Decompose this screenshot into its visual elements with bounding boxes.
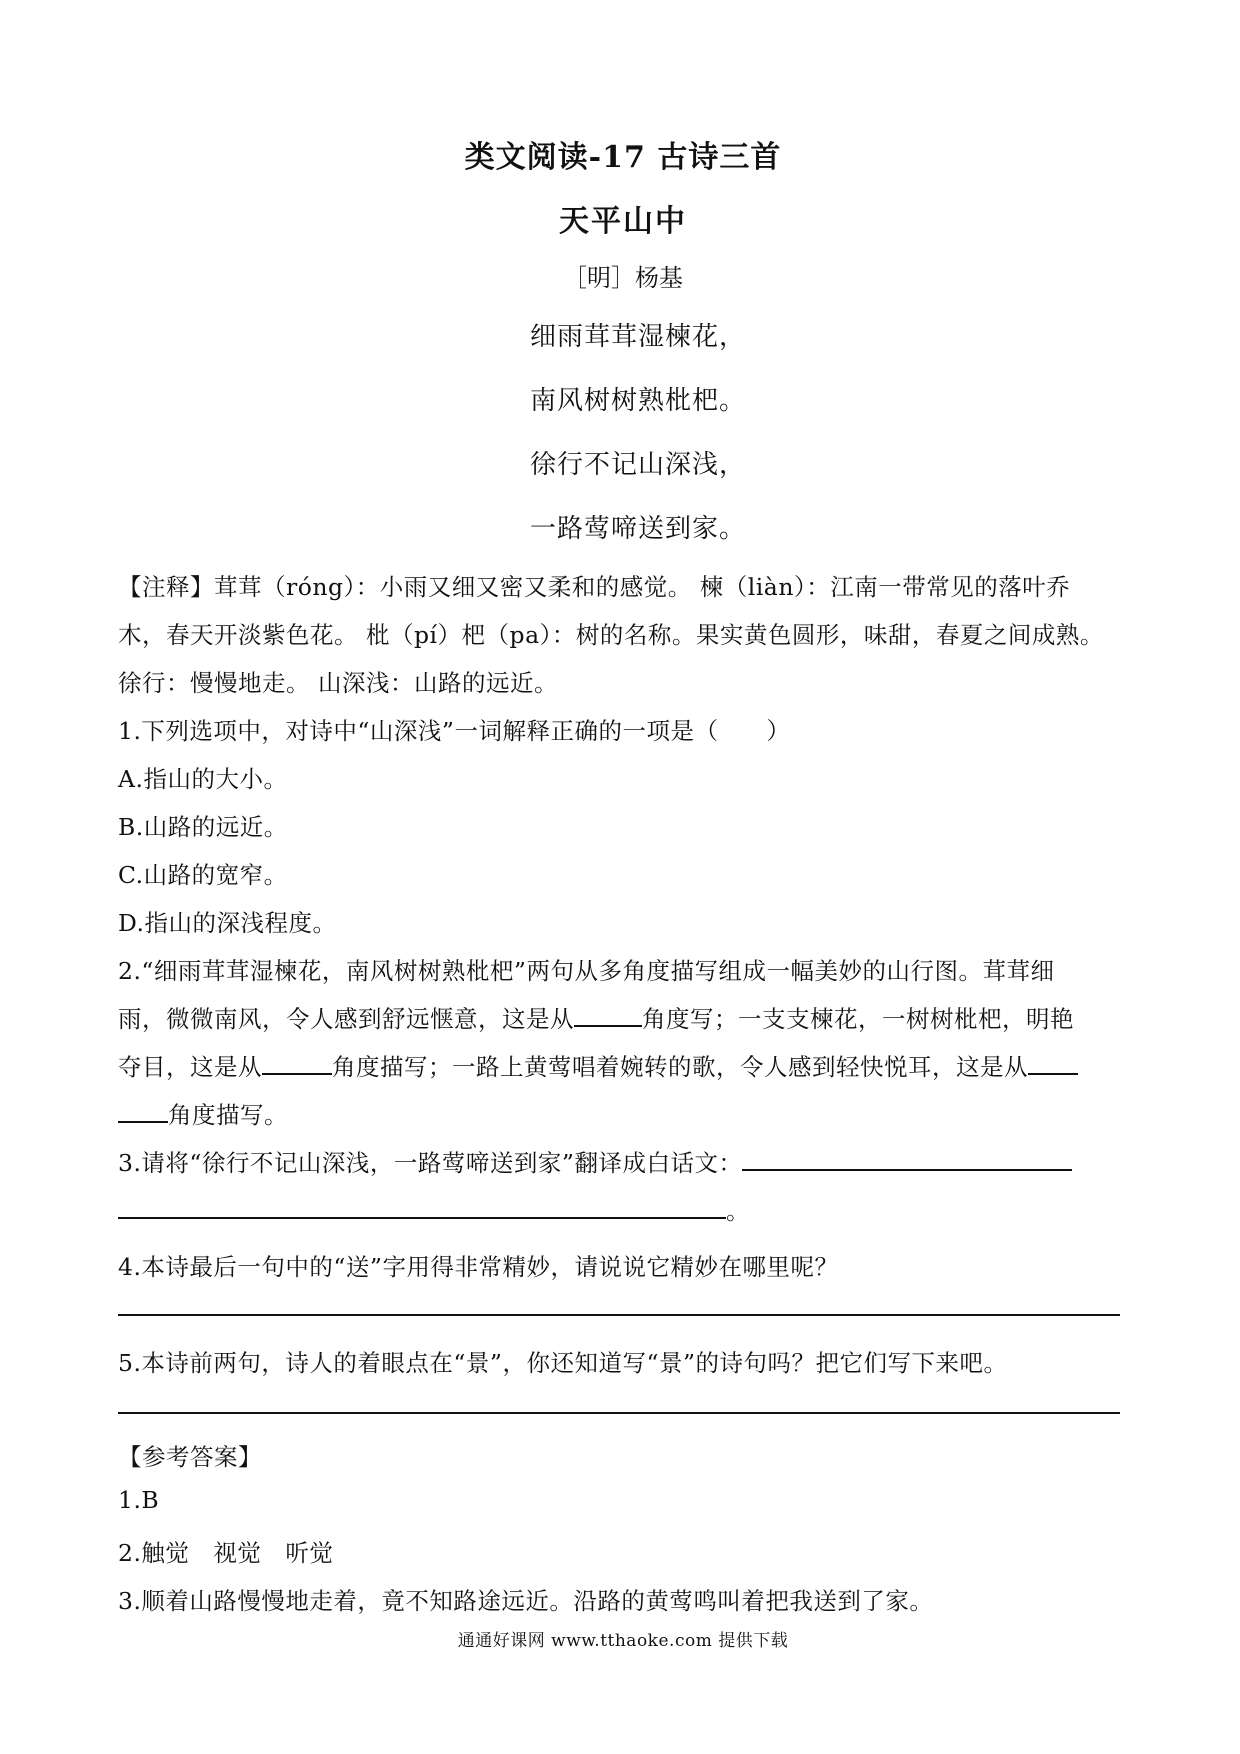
question-5-stem: 5.本诗前两句，诗人的着眼点在“景”，你还知道写“景”的诗句吗？把它们写下来吧。 [118,1349,1008,1377]
question-3-line-2 [118,1192,750,1226]
question-2-text: 角度描写。 [168,1101,288,1129]
question-2-text: 角度描写；一路上黄莺唱着婉转的歌，令人感到轻快悦耳，这是从 [332,1053,1028,1081]
answer-line-q4[interactable] [118,1314,1120,1316]
question-1-option-c: C.山路的宽窄。 [118,861,288,889]
answer-blank-3-continued[interactable] [118,1101,168,1123]
question-1-option-d: D.指山的深浅程度。 [118,909,337,937]
answers-heading: 【参考答案】 [118,1443,262,1471]
answer-blank-2[interactable] [262,1053,332,1075]
answer-line-q5[interactable] [118,1412,1120,1414]
page-title: 类文阅读-17 古诗三首 [464,140,782,175]
poem-title: 天平山中 [559,204,687,239]
poem-line-3: 徐行不记山深浅， [530,450,747,480]
question-3-end: 。 [726,1197,750,1225]
question-2-line-2 [118,1000,1074,1034]
question-2-text: 夺目，这是从 [118,1053,262,1081]
answer-1: 1.B [118,1486,160,1514]
poem-line-4: 一路莺啼送到家。 [530,514,747,544]
question-2-text: 雨，微微南风，令人感到舒远惬意，这是从 [118,1005,574,1033]
poem-line-1: 细雨茸茸湿楝花， [530,322,747,352]
question-2-line-1: 2.“细雨茸茸湿楝花，南风树树熟枇杷”两句从多角度描写组成一幅美妙的山行图。茸茸细 [118,957,1055,985]
question-1-option-a: A.指山的大小。 [118,765,288,793]
answer-2: 2.触觉 视觉 听觉 [118,1539,334,1567]
answer-line-q3-b[interactable] [118,1197,726,1219]
answer-blank-1[interactable] [574,1005,642,1027]
annotation-line-3: 徐行：慢慢地走。 山深浅：山路的远近。 [118,669,558,697]
answer-line-q3-a[interactable] [742,1149,1072,1171]
question-1-stem: 1.下列选项中，对诗中“山深浅”一词解释正确的一项是（ ） [118,717,791,745]
poem-line-2: 南风树树熟枇杷。 [530,386,747,416]
footer-text: 通通好课网 www.tthaoke.com 提供下载 [457,1631,789,1651]
annotation-line-2: 木，春天开淡紫色花。 枇（pí）杷（pa）：树的名称。果实黄色圆形，味甜，春夏之间成熟。 [118,621,1104,649]
poem-author: ［明］杨基 [563,264,683,292]
question-3-text: 3.请将“徐行不记山深浅，一路莺啼送到家”翻译成白话文： [118,1149,743,1177]
question-2-line-3 [118,1048,1078,1082]
answer-blank-3[interactable] [1028,1053,1078,1075]
question-2-line-4 [118,1096,288,1130]
question-4-stem: 4.本诗最后一句中的“送”字用得非常精妙，请说说它精妙在哪里呢？ [118,1253,839,1281]
annotation-line-1: 【注释】茸茸（róng）：小雨又细又密又柔和的感觉。 楝（liàn）：江南一带常见的落叶乔 [118,573,1071,601]
question-1-option-b: B.山路的远近。 [118,813,288,841]
question-3-stem [118,1144,1072,1178]
answer-3: 3.顺着山路慢慢地走着，竟不知路途远近。沿路的黄莺鸣叫着把我送到了家。 [118,1587,934,1615]
document-page [118,0,1128,1754]
question-2-text: 角度写；一支支楝花，一树树枇杷，明艳 [642,1005,1074,1033]
